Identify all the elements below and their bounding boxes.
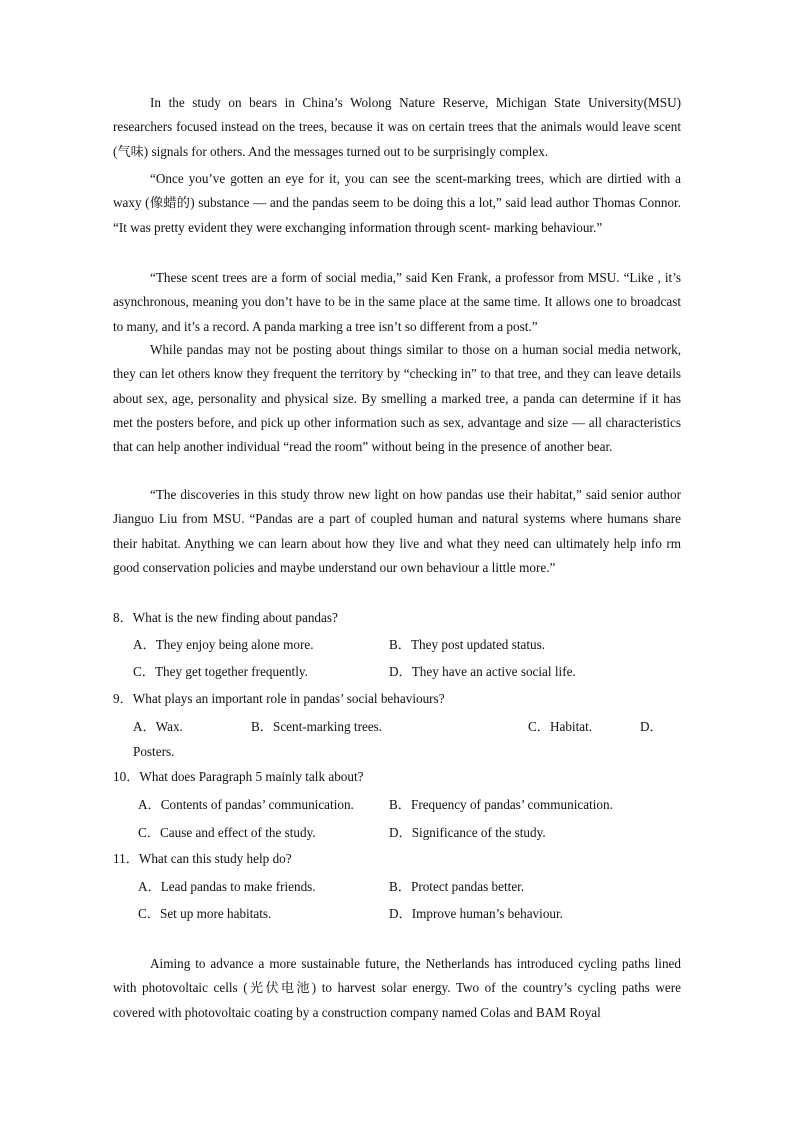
question-10-option-d: D．Significance of the study. [389, 825, 546, 840]
question-11-stem: 11．What can this study help do? [113, 851, 292, 866]
question-9-option-d-text: Posters. [133, 744, 175, 759]
question-11-option-b: B．Protect pandas better. [389, 879, 525, 894]
question-8-option-d: D．They have an active social life. [389, 664, 576, 679]
question-9-option-d-label: D． [640, 719, 663, 734]
question-10-option-b: B．Frequency of pandas’ communication. [389, 797, 613, 812]
passage-paragraph-1: In the study on bears in China’s Wolong Nature Reserve, Michigan State University(MSU) researchers focused instead on the trees, because it was on certain trees that the animals would leave scent (气味) signals for others. And the messages turned out to be surprisingly complex. [113, 95, 681, 159]
passage-paragraph-4: While pandas may not be posting about things similar to those on a human social media network, they can let others know they frequent the territory by “checking in” to that tree, and they can leave details about sex, age, personality and physical size. By smelling a marked tree, a panda can determine if it has met the posters before, and pick up other information such as sex, advantage and size — all characteristics that can help another individual “read the room” without being in the presence of another bear. [113, 342, 681, 455]
passage-d-paragraph-1: Aiming to advance a more sustainable future, the Netherlands has introduced cycling paths lined with photovoltaic cells (光伏电池) to harvest solar energy. Two of the country’s cycling paths were covered with photovoltaic coating by a construction company named Colas and BAM Royal [113, 956, 681, 1020]
passage-paragraph-2: “Once you’ve gotten an eye for it, you can see the scent-marking trees, which are dirtied with a waxy (像蜡的) substance — and the pandas seem to be doing this a lot,” said lead author Thomas Connor. “It was pretty evident they were exchanging information through scent- marking behaviour.” [113, 171, 681, 235]
question-10-stem: 10．What does Paragraph 5 mainly talk about? [113, 769, 364, 784]
question-8-option-a: A．They enjoy being alone more. [133, 637, 314, 652]
question-11-option-d: D．Improve human’s behaviour. [389, 906, 563, 921]
question-9-option-b: B．Scent-marking trees. [251, 719, 383, 734]
question-10-option-c: C．Cause and effect of the study. [138, 825, 316, 840]
passage-paragraph-3: “These scent trees are a form of social media,” said Ken Frank, a professor from MSU. “Like , it’s asynchronous, meaning you don’t have to be in the same place at the same time. It allows one to broadcast to many, and it’s a record. A panda marking a tree isn’t so different from a post.” [113, 270, 681, 334]
passage-paragraph-5: “The discoveries in this study throw new light on how pandas use their habitat,” said senior author Jianguo Liu from MSU. “Pandas are a part of coupled human and natural systems where humans share their habitat. Anything we can learn about how they live and what they need can ultimately help info rm good conservation policies and maybe understand our own behaviour a little more.” [113, 487, 681, 575]
question-8-option-c: C．They get together frequently. [133, 664, 308, 679]
question-11-option-c: C．Set up more habitats. [138, 906, 272, 921]
question-9-option-c: C．Habitat. [528, 719, 593, 734]
question-11-option-a: A．Lead pandas to make friends. [138, 879, 316, 894]
question-9-stem: 9．What plays an important role in pandas’ social behaviours? [113, 691, 445, 706]
question-8-stem: 8．What is the new finding about pandas? [113, 610, 338, 625]
question-9-option-a: A．Wax. [133, 719, 183, 734]
question-10-option-a: A．Contents of pandas’ communication. [138, 797, 354, 812]
question-8-option-b: B．They post updated status. [389, 637, 546, 652]
